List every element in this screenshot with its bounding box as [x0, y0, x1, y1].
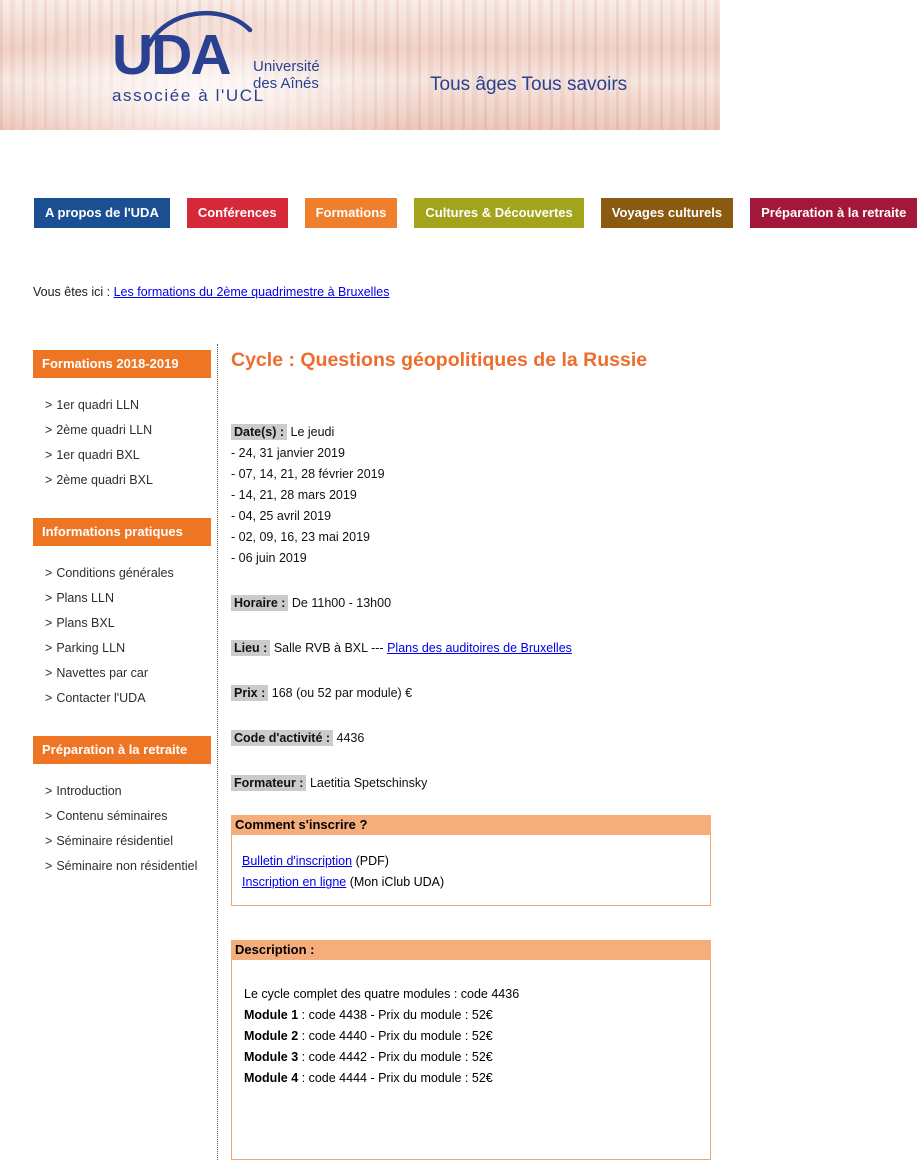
prix-value: 168 (ou 52 par module) €: [271, 686, 413, 701]
horaire-value: De 11h00 - 13h00: [291, 596, 392, 611]
main-content: [217, 344, 720, 1160]
chevron-right-icon: >: [45, 809, 53, 823]
nav-item-a-propos[interactable]: A propos de l'UDA: [34, 198, 170, 228]
nav-item-conferences[interactable]: Conférences: [187, 198, 288, 228]
header-banner: [0, 0, 720, 130]
sidebar-item-2eme-quadri-bxl[interactable]: [45, 468, 211, 493]
module-line: [244, 1047, 700, 1068]
sidebar-item-introduction[interactable]: [45, 779, 211, 804]
page-title: Cycle : Questions géopolitiques de la Russie: [231, 349, 648, 371]
date-line: - 07, 14, 21, 28 février 2019: [231, 467, 385, 482]
breadcrumb-link[interactable]: Les formations du 2ème quadrimestre à Bruxelles: [113, 285, 390, 299]
nav-item-voyages-culturels[interactable]: Voyages culturels: [601, 198, 733, 228]
sidebar-item-label: Plans LLN: [56, 591, 114, 605]
module-detail: : code 4440 - Prix du module : 52€: [298, 1029, 493, 1044]
detail-formateur: [231, 773, 711, 794]
lieu-label: Lieu :: [231, 640, 270, 656]
sidebar-list-preparation-retraite: [45, 779, 211, 879]
description-header: Description :: [231, 940, 711, 960]
slogan: Tous âges Tous savoirs: [430, 74, 628, 95]
sidebar-item-parking-lln[interactable]: [45, 636, 211, 661]
module-line: [244, 1068, 700, 1089]
module-name: Module 1: [244, 1008, 299, 1023]
bulletin-inscription-suffix: (PDF): [352, 854, 389, 869]
logo-subtitle: [253, 58, 320, 93]
sidebar-item-plans-bxl[interactable]: [45, 611, 211, 636]
chevron-right-icon: >: [45, 666, 53, 680]
sidebar-item-1er-quadri-lln[interactable]: [45, 393, 211, 418]
chevron-right-icon: >: [45, 473, 53, 487]
module-name: Module 2: [244, 1029, 299, 1044]
module-line: [244, 1005, 700, 1026]
date-line: - 06 juin 2019: [231, 551, 307, 566]
sidebar-item-label: Contacter l'UDA: [56, 691, 146, 705]
dates-list: [231, 443, 711, 569]
chevron-right-icon: >: [45, 859, 53, 873]
sidebar-item-contenu-seminaires[interactable]: [45, 804, 211, 829]
main-nav: [34, 198, 907, 228]
date-line: - 14, 21, 28 mars 2019: [231, 488, 357, 503]
content: [0, 344, 720, 1160]
uda-logo[interactable]: [112, 23, 265, 106]
module-name: Module 4: [244, 1071, 299, 1086]
description-box: [231, 960, 711, 1160]
sidebar-item-plans-lln[interactable]: [45, 586, 211, 611]
detail-horaire: [231, 593, 711, 614]
chevron-right-icon: >: [45, 616, 53, 630]
date-line: - 02, 09, 16, 23 mai 2019: [231, 530, 370, 545]
prix-label: Prix :: [231, 685, 268, 701]
chevron-right-icon: >: [45, 566, 53, 580]
sidebar-item-seminaire-non-residentiel[interactable]: [45, 854, 211, 879]
description-intro: Le cycle complet des quatre modules : code 4436: [244, 987, 520, 1002]
sidebar-header-infos-pratiques[interactable]: Informations pratiques: [33, 518, 211, 546]
chevron-right-icon: >: [45, 448, 53, 462]
nav-item-preparation-retraite[interactable]: Préparation à la retraite: [750, 198, 917, 228]
sidebar-item-label: 2ème quadri BXL: [56, 473, 153, 487]
module-line: [244, 1026, 700, 1047]
sidebar-item-label: Navettes par car: [56, 666, 149, 680]
sidebar-list-infos-pratiques: [45, 561, 211, 711]
detail-prix: [231, 683, 711, 704]
section-description: [231, 940, 711, 1160]
nav-item-formations[interactable]: Formations: [305, 198, 398, 228]
chevron-right-icon: >: [45, 423, 53, 437]
section-inscription: [231, 815, 711, 906]
formateur-value: Laetitia Spetschinsky: [309, 776, 428, 791]
detail-dates: [231, 422, 711, 569]
sidebar-item-label: Séminaire non résidentiel: [56, 859, 198, 873]
sidebar-item-label: 1er quadri LLN: [56, 398, 140, 412]
inscription-header: Comment s'inscrire ?: [231, 815, 711, 835]
module-name: Module 3: [244, 1050, 299, 1065]
date-line: - 04, 25 avril 2019: [231, 509, 332, 524]
dates-label: Date(s) :: [231, 424, 287, 440]
breadcrumb-prefix: Vous êtes ici :: [33, 285, 111, 299]
sidebar-item-label: Conditions générales: [56, 566, 174, 580]
chevron-right-icon: >: [45, 641, 53, 655]
sidebar-item-label: Séminaire résidentiel: [56, 834, 174, 848]
sidebar-header-formations[interactable]: Formations 2018-2019: [33, 350, 211, 378]
horaire-label: Horaire :: [231, 595, 288, 611]
nav-item-cultures-decouvertes[interactable]: Cultures & Découvertes: [414, 198, 583, 228]
sidebar-item-seminaire-residentiel[interactable]: [45, 829, 211, 854]
logo-subtitle-line2: des Aînés: [253, 75, 319, 93]
sidebar-item-contacter-uda[interactable]: [45, 686, 211, 711]
module-detail: : code 4438 - Prix du module : 52€: [298, 1008, 493, 1023]
formateur-label: Formateur :: [231, 775, 306, 791]
logo-arc-icon: [146, 6, 254, 48]
sidebar-item-label: Plans BXL: [56, 616, 115, 630]
module-detail: : code 4444 - Prix du module : 52€: [298, 1071, 493, 1086]
chevron-right-icon: >: [45, 591, 53, 605]
detail-code-activite: [231, 728, 711, 749]
logo-text: UDA: [112, 23, 230, 87]
module-detail: : code 4442 - Prix du module : 52€: [298, 1050, 493, 1065]
date-line: - 24, 31 janvier 2019: [231, 446, 345, 461]
chevron-right-icon: >: [45, 784, 53, 798]
sidebar-item-label: Introduction: [56, 784, 122, 798]
chevron-right-icon: >: [45, 691, 53, 705]
dates-value: Le jeudi: [290, 425, 335, 440]
inscription-line: [242, 872, 700, 893]
inscription-line: [242, 851, 700, 872]
code-activite-value: 4436: [336, 731, 365, 746]
inscription-box: [231, 835, 711, 906]
bulletin-inscription-link[interactable]: Bulletin d'inscription: [242, 854, 353, 869]
code-activite-label: Code d'activité :: [231, 730, 333, 746]
sidebar-item-2eme-quadri-lln[interactable]: [45, 418, 211, 443]
sidebar-item-conditions-generales[interactable]: [45, 561, 211, 586]
sidebar: [33, 344, 211, 1160]
sidebar-item-label: Parking LLN: [56, 641, 126, 655]
chevron-right-icon: >: [45, 834, 53, 848]
sidebar-item-label: 1er quadri BXL: [56, 448, 140, 462]
plans-auditoires-link[interactable]: Plans des auditoires de Bruxelles: [387, 641, 572, 656]
breadcrumb: [33, 285, 720, 299]
sidebar-list-formations: [45, 393, 211, 493]
logo-subtitle-line1: Université: [253, 58, 320, 75]
detail-lieu: [231, 638, 711, 659]
sidebar-item-1er-quadri-bxl[interactable]: [45, 443, 211, 468]
logo-association-text: associée à l'UCL: [112, 85, 265, 105]
chevron-right-icon: >: [45, 398, 53, 412]
inscription-en-ligne-suffix: (Mon iClub UDA): [346, 875, 445, 890]
inscription-en-ligne-link[interactable]: Inscription en ligne: [242, 875, 347, 890]
lieu-value: Salle RVB à BXL ---: [273, 641, 384, 656]
sidebar-item-label: Contenu séminaires: [56, 809, 168, 823]
sidebar-header-preparation-retraite[interactable]: Préparation à la retraite: [33, 736, 211, 764]
sidebar-item-navettes-par-car[interactable]: [45, 661, 211, 686]
sidebar-item-label: 2ème quadri LLN: [56, 423, 153, 437]
